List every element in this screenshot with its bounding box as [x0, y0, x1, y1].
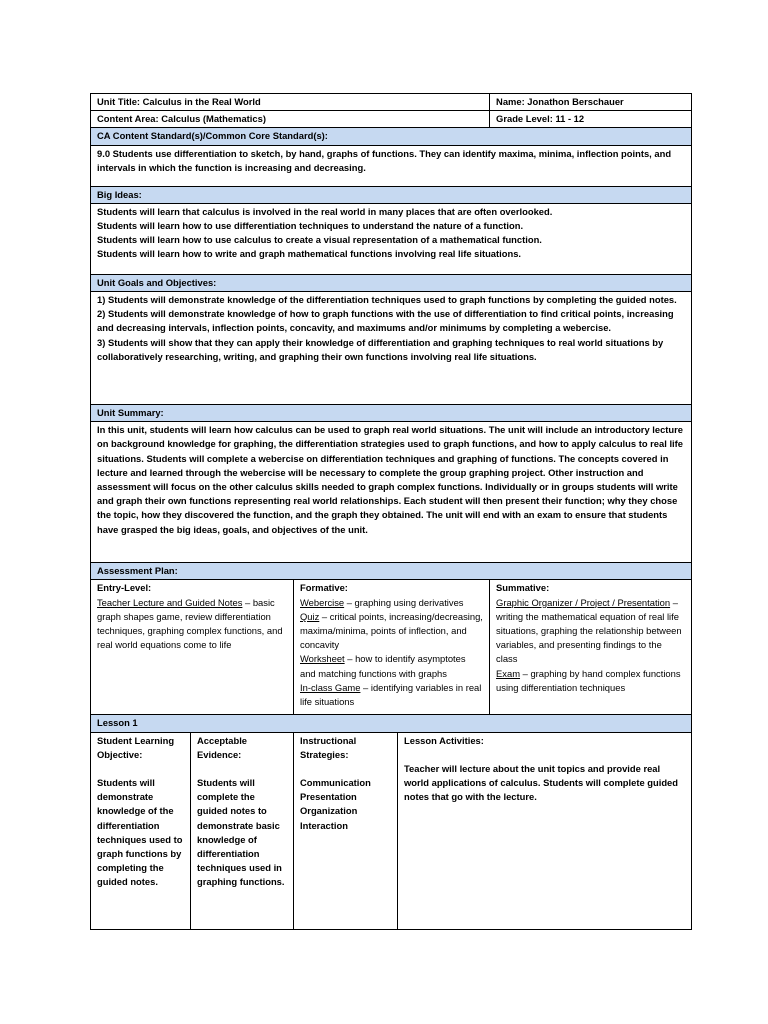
- strategy-item: Presentation: [300, 791, 357, 803]
- strategy-item: Organization: [300, 805, 358, 817]
- strategies-cell: [294, 732, 398, 929]
- formative-item-text: – how to identify asymptotes and matching functions with graphs: [300, 653, 466, 679]
- entry-level-text: – basic graph shapes game, review differentiation techniques, graphing complex functions, and real world equations come to life: [97, 596, 283, 651]
- entry-level-label: Entry-Level:: [97, 582, 152, 594]
- big-idea-item: Students will learn how to use differentiation techniques to understand the nature of a function.: [97, 220, 524, 232]
- formative-item-text: – identifying variables in real life situations: [300, 681, 482, 708]
- summary-row: [91, 422, 692, 563]
- standards-heading: CA Content Standard(s)/Common Core Standard(s):: [91, 128, 692, 145]
- lesson-plan-document: [90, 93, 691, 930]
- assessment-heading: Assessment Plan:: [91, 563, 692, 580]
- evidence-cell: [191, 732, 294, 929]
- summative-item-text: – writing the mathematical equation of real life situations, graphing the relationship between variables, and presenting findings to the class: [496, 596, 682, 665]
- standards-text: 9.0 Students use differentiation to sketch, by hand, graphs of functions. They can identify maxima, minima, inflection points, and intervals in which the function is increasing and decreasing.: [97, 147, 672, 173]
- goal-item: 2) Students will demonstrate knowledge of how to graph functions with the use of differentiation to find critical points, increasing and decreasing intervals, inflection points, concavity, and maximums and/or minimums by completing a webercise.: [97, 308, 674, 334]
- objective-label: Student Learning Objective:: [97, 734, 175, 760]
- summary-text: In this unit, students will learn how calculus can be used to graph real world situations. The unit will include an introductory lecture on background knowledge for graphing, the differentiation strategies used to graph functions, and how to apply calculus to real life situations. Students will complete a webercise on differentiation techniques and graphing of functions. The concepts covered in lecture and learned through the webercise will be necessary to complete the group graphing project. Other instruction and assessment will focus on the other calculus skills needed to graph complex functions. Individually or in groups students will write and graph their own functions representing real world relationships. Each student will then present their function; why they chose the topic, how they discovered the function, and the graph they obtained. The unit will end with an exam to ensure that students have grasped the big ideas, goals, and objectives of the unit.: [97, 424, 684, 535]
- standards-row: [91, 145, 692, 186]
- standards-heading-row: [91, 128, 692, 145]
- strategy-item: Interaction: [300, 819, 348, 831]
- header-row-1: [91, 94, 692, 111]
- lesson-row: [91, 732, 692, 929]
- summative-item-text: – graphing by hand complex functions using differentiation techniques: [496, 667, 681, 693]
- strategies-label: Instructional Strategies:: [300, 734, 357, 760]
- goals-row: [91, 292, 692, 405]
- content-area: Content Area: Calculus (Mathematics): [91, 111, 490, 128]
- evidence-text: Students will complete the guided notes to demonstrate basic knowledge of differentiation techniques used in graphing functions.: [197, 777, 285, 888]
- assessment-heading-row: [91, 563, 692, 580]
- big-ideas-heading: Big Ideas:: [91, 186, 692, 203]
- assessment-row: [91, 580, 692, 715]
- objective-cell: [91, 732, 191, 929]
- summative-cell: [490, 580, 692, 715]
- unit-title: Unit Title: Calculus in the Real World: [91, 94, 490, 111]
- summative-item-link: Exam: [496, 667, 521, 679]
- lesson-plan-table: [90, 93, 692, 930]
- formative-item-link: Quiz: [300, 610, 320, 622]
- summative-item-link: Graphic Organizer / Project / Presentation: [496, 596, 671, 608]
- entry-level-cell: [91, 580, 294, 715]
- big-ideas-heading-row: [91, 186, 692, 203]
- formative-item-text: – critical points, increasing/decreasing, maxima/minima, points of inflection, and concavity: [300, 610, 483, 651]
- evidence-label: Acceptable Evidence:: [197, 734, 248, 760]
- goals-heading: Unit Goals and Objectives:: [91, 274, 692, 291]
- summary-heading-row: [91, 405, 692, 422]
- formative-item-link: Worksheet: [300, 653, 345, 665]
- formative-label: Formative:: [300, 582, 348, 594]
- big-idea-item: Students will learn how to write and graph mathematical functions involving real life situations.: [97, 248, 522, 260]
- formative-item-link: In-class Game: [300, 681, 361, 693]
- activities-label: Lesson Activities:: [404, 734, 484, 746]
- header-row-2: [91, 111, 692, 128]
- summary-heading: Unit Summary:: [91, 405, 692, 422]
- formative-item-text: – graphing using derivatives: [344, 596, 464, 608]
- activities-text: Teacher will lecture about the unit topics and provide real world applications of calculus. Students will complete guided notes that go with the lecture.: [404, 762, 678, 803]
- formative-item-link: Webercise: [300, 596, 345, 608]
- summative-label: Summative:: [496, 582, 550, 594]
- goal-item: 1) Students will demonstrate knowledge of the differentiation techniques used to graph functions by completing the guided notes.: [97, 294, 677, 306]
- big-idea-item: Students will learn that calculus is involved in the real world in many places that are often overlooked.: [97, 205, 553, 217]
- entry-level-link: Teacher Lecture and Guided Notes: [97, 596, 243, 608]
- teacher-name: Name: Jonathon Berschauer: [490, 94, 692, 111]
- formative-cell: [294, 580, 490, 715]
- big-idea-item: Students will learn how to use calculus to create a visual representation of a mathematical function.: [97, 234, 542, 246]
- strategy-item: Communication: [300, 777, 371, 789]
- lesson-heading: Lesson 1: [91, 715, 692, 732]
- big-ideas-row: [91, 203, 692, 274]
- lesson-heading-row: [91, 715, 692, 732]
- goal-item: 3) Students will show that they can apply their knowledge of differentiation and graphing techniques to real world situations by collaboratively researching, writing, and graphing their own functions involving real life situations.: [97, 336, 664, 362]
- objective-text: Students will demonstrate knowledge of the differentiation techniques used to graph functions by completing the guided notes.: [97, 777, 183, 888]
- activities-cell: [398, 732, 692, 929]
- grade-level: Grade Level: 11 - 12: [490, 111, 692, 128]
- goals-heading-row: [91, 274, 692, 291]
